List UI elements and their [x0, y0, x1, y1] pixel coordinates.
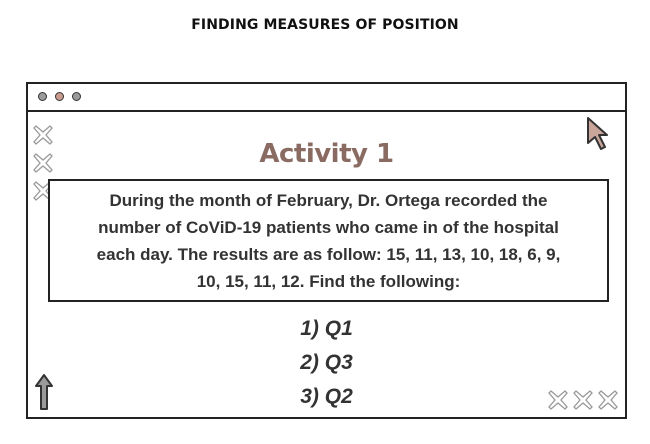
browser-window [26, 82, 627, 419]
question-item: 2) Q3 [300, 351, 353, 374]
window-titlebar [28, 84, 625, 112]
page-heading: FINDING MEASURES OF POSITION [191, 17, 459, 33]
question-item: 1) Q1 [300, 317, 353, 340]
window-dot-icon [55, 92, 64, 101]
up-arrow-icon [34, 373, 54, 411]
problem-line: each day. The results are as follow: 15, 11, 13, 10, 18, 6, 9, [96, 244, 561, 264]
x-cross-icon [597, 389, 619, 411]
window-dot-icon [38, 92, 47, 101]
question-item: 3) Q2 [300, 385, 353, 408]
problem-line: number of CoViD-19 patients who came in of the hospital [98, 217, 559, 237]
problem-statement [97, 187, 561, 295]
question-list [28, 312, 625, 414]
problem-line: During the month of February, Dr. Ortega recorded the [109, 190, 548, 210]
problem-statement-box [48, 179, 609, 302]
x-cross-icon [547, 389, 569, 411]
x-cross-icon [572, 389, 594, 411]
window-dot-icon [72, 92, 81, 101]
activity-title: Activity 1 [259, 139, 394, 169]
decor-x-cross-group-bottom [547, 389, 619, 411]
problem-line: 10, 15, 11, 12. Find the following: [196, 271, 461, 291]
